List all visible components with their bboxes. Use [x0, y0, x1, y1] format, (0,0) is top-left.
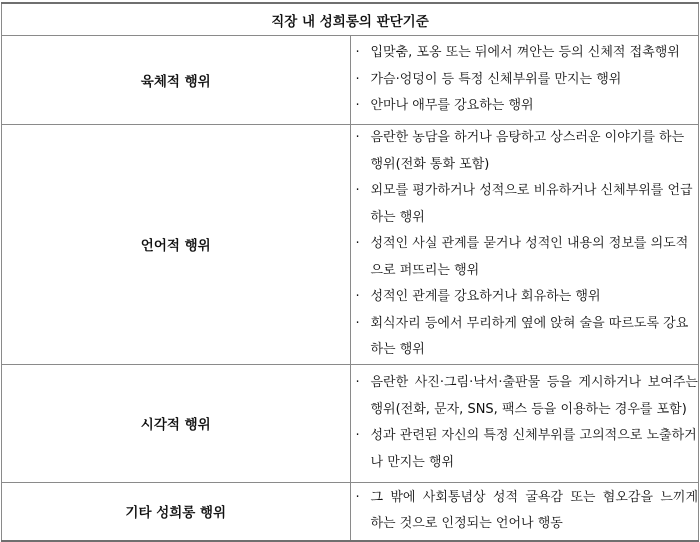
list-item-text: 성적인 관계를 강요하거나 회유하는 행위: [370, 289, 601, 304]
bullet-marker: ·: [355, 45, 360, 61]
table-title: 직장 내 성희롱의 판단기준: [2, 3, 699, 36]
list-item-text: 성적인 사실 관계를 묻거나 성적인 내용의 정보를 의도적으로 퍼뜨리는 행위: [370, 236, 689, 278]
list-item-text: 안마나 애무를 강요하는 행위: [370, 98, 534, 114]
bullet-marker: ·: [355, 315, 360, 331]
list-item-text: 음란한 사진·그림·낙서·출판물 등을 게시하거나 보여주는 행위(전화, 문자, SNS, 팩스 등을 이용하는 경우를 포함): [370, 375, 698, 417]
list-item-text: 그 밖에 사회통념상 성적 굴욕감 또는 혐오감을 느끼게 하는 것으로 인정되는 언어나 행동: [370, 489, 698, 531]
behavior-list-cell: [350, 364, 699, 482]
list-item-text: 입맞춤, 포옹 또는 뒤에서 껴안는 등의 신체적 접촉행위: [370, 45, 680, 61]
list-item-text: 음란한 농담을 하거나 음탕하고 상스러운 이야기를 하는 행위(전화 통화 포함): [370, 130, 685, 172]
list-item: [351, 125, 699, 178]
behavior-list: [351, 370, 699, 476]
list-item: [351, 93, 699, 120]
bullet-marker: ·: [355, 98, 360, 114]
category-label: 언어적 행위: [2, 125, 351, 365]
category-label: 육체적 행위: [2, 36, 351, 125]
list-item-text: 가슴·엉덩이 등 특정 신체부위를 만지는 행위: [370, 71, 622, 87]
table-row-visual: [2, 364, 699, 482]
list-item: [351, 67, 699, 94]
table-row-other: [2, 482, 699, 541]
bullet-marker: ·: [355, 375, 360, 390]
bullet-marker: ·: [355, 489, 360, 505]
list-item: [351, 485, 699, 538]
list-item-text: 외모를 평가하거나 성적으로 비유하거나 신체부위를 언급하는 행위: [370, 183, 693, 225]
list-item-text: 성과 관련된 자신의 특정 신체부위를 고의적으로 노출하거나 만지는 행위: [370, 428, 697, 470]
behavior-list-cell: [350, 125, 699, 365]
list-item: [351, 370, 699, 423]
list-item: [351, 311, 699, 364]
bullet-marker: ·: [355, 289, 360, 304]
table-row-physical: [2, 36, 699, 125]
list-item: [351, 284, 699, 311]
category-label: 기타 성희롱 행위: [2, 482, 351, 541]
bullet-marker: ·: [355, 71, 360, 87]
list-item: [351, 178, 699, 231]
list-item: [351, 40, 699, 67]
bullet-marker: ·: [355, 236, 360, 251]
table-header-row: [2, 3, 699, 36]
behavior-list-cell: [350, 482, 699, 541]
behavior-list: [351, 485, 699, 538]
category-label: 시각적 행위: [2, 364, 351, 482]
behavior-list: [351, 40, 699, 120]
behavior-list-cell: [350, 36, 699, 125]
bullet-marker: ·: [355, 130, 360, 145]
criteria-table: [1, 2, 699, 542]
bullet-marker: ·: [355, 428, 360, 443]
behavior-list: [351, 125, 699, 364]
list-item: [351, 423, 699, 476]
bullet-marker: ·: [355, 183, 360, 198]
table-row-verbal: [2, 125, 699, 365]
list-item-text: 회식자리 등에서 무리하게 옆에 앉혀 술을 따르도록 강요하는 행위: [370, 315, 689, 357]
list-item: [351, 231, 699, 284]
